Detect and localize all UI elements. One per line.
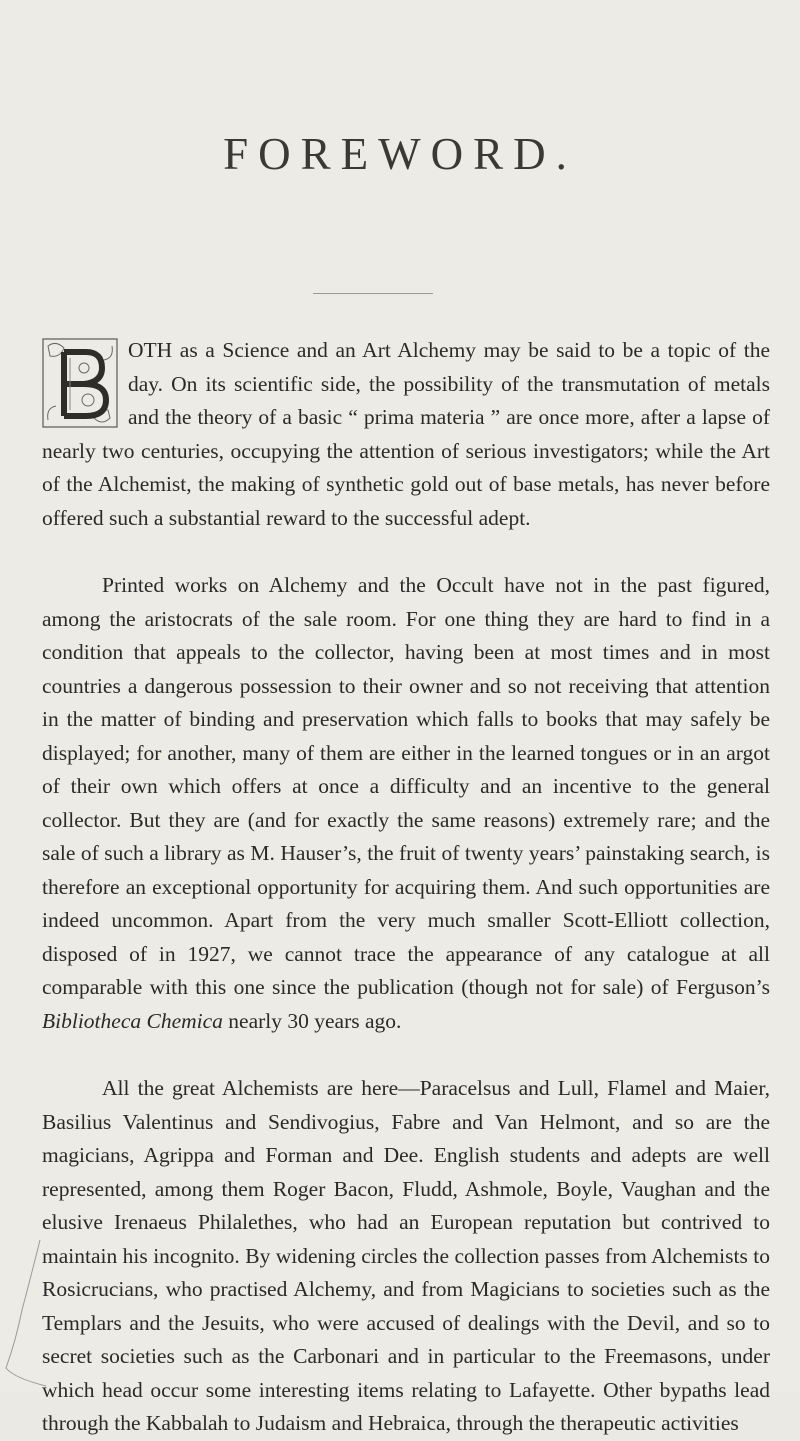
pencil-margin-mark-icon (0, 1240, 60, 1390)
drop-cap-b-ornament-icon (42, 338, 118, 428)
paragraph-3-text: All the great Alchemists are here—Paracelsus and Lull, Flamel and Maier, Basilius Valentinus and Sendivogius, Fabre and Van Helmont, and so are the magicians, Agrippa and Forman and Dee. English students and adepts are well represented, among them Roger Bacon, Fludd, Ashmole, Boyle, Vaughan and the elusive Irenaeus Philalethes, who had an European reputation but contrived to maintain his incognito. By widening circles the collection passes from Alchemists to Rosicrucians, who practised Alchemy, and from Magicians to societies such as the Templars and the Jesuits, who were accused of dealings with the Devil, and so to secret societies such as the Carbonari and in particular to the Freemasons, under which head occur some interesting items relating to Lafayette. Other bypaths lead through the Kabbalah to Judaism and Hebraica, through the therapeutic activities (42, 1076, 770, 1435)
page-title: FOREWORD. (223, 129, 577, 179)
ornamental-drop-cap (42, 338, 118, 428)
title-rule (313, 293, 433, 294)
paragraph-3 (42, 1072, 770, 1441)
paragraph-2 (42, 569, 770, 1038)
foreword-body (42, 334, 770, 1441)
paragraph-1 (42, 334, 770, 535)
paragraph-1-text: OTH as a Science and an Art Alchemy may be said to be a topic of the day. On its scientific side, the possibility of the transmutation of metals and the theory of a basic “ prima materia ” are once more, after a lapse of nearly two centuries, occupying the attention of serious investigators; while the Art of the Alchemist, the making of synthetic gold out of base metals, has never before offered such a substantial reward to the successful adept. (42, 338, 770, 530)
paragraph-2-italic-title: Bibliotheca Chemica (42, 1008, 223, 1033)
paragraph-2-text-a: Printed works on Alchemy and the Occult have not in the past figured, among the aristocrats of the sale room. For one thing they are hard to find in a condition that appeals to the collector, having been at most times and in most countries a dangerous possession to their owner and so not receiving that attention in the matter of binding and preservation which falls to books that may safely be displayed; for another, many of them are either in the learned tongues or in an argot of their own which offers at once a difficulty and an incentive to the general collector. But they are (and for exactly the same reasons) extremely rare; and the sale of such a library as M. Hauser’s, the fruit of twenty years’ painstaking search, is therefore an exceptional opportunity for acquiring them. And such opportunities are indeed uncommon. Apart from the very much smaller Scott-Elliott collection, disposed of in 1927, we cannot trace the appearance of any catalogue at all comparable with this one since the publication (though not for sale) of Ferguson’s (42, 573, 770, 999)
paragraph-2-text-b: nearly 30 years ago. (222, 1008, 402, 1033)
